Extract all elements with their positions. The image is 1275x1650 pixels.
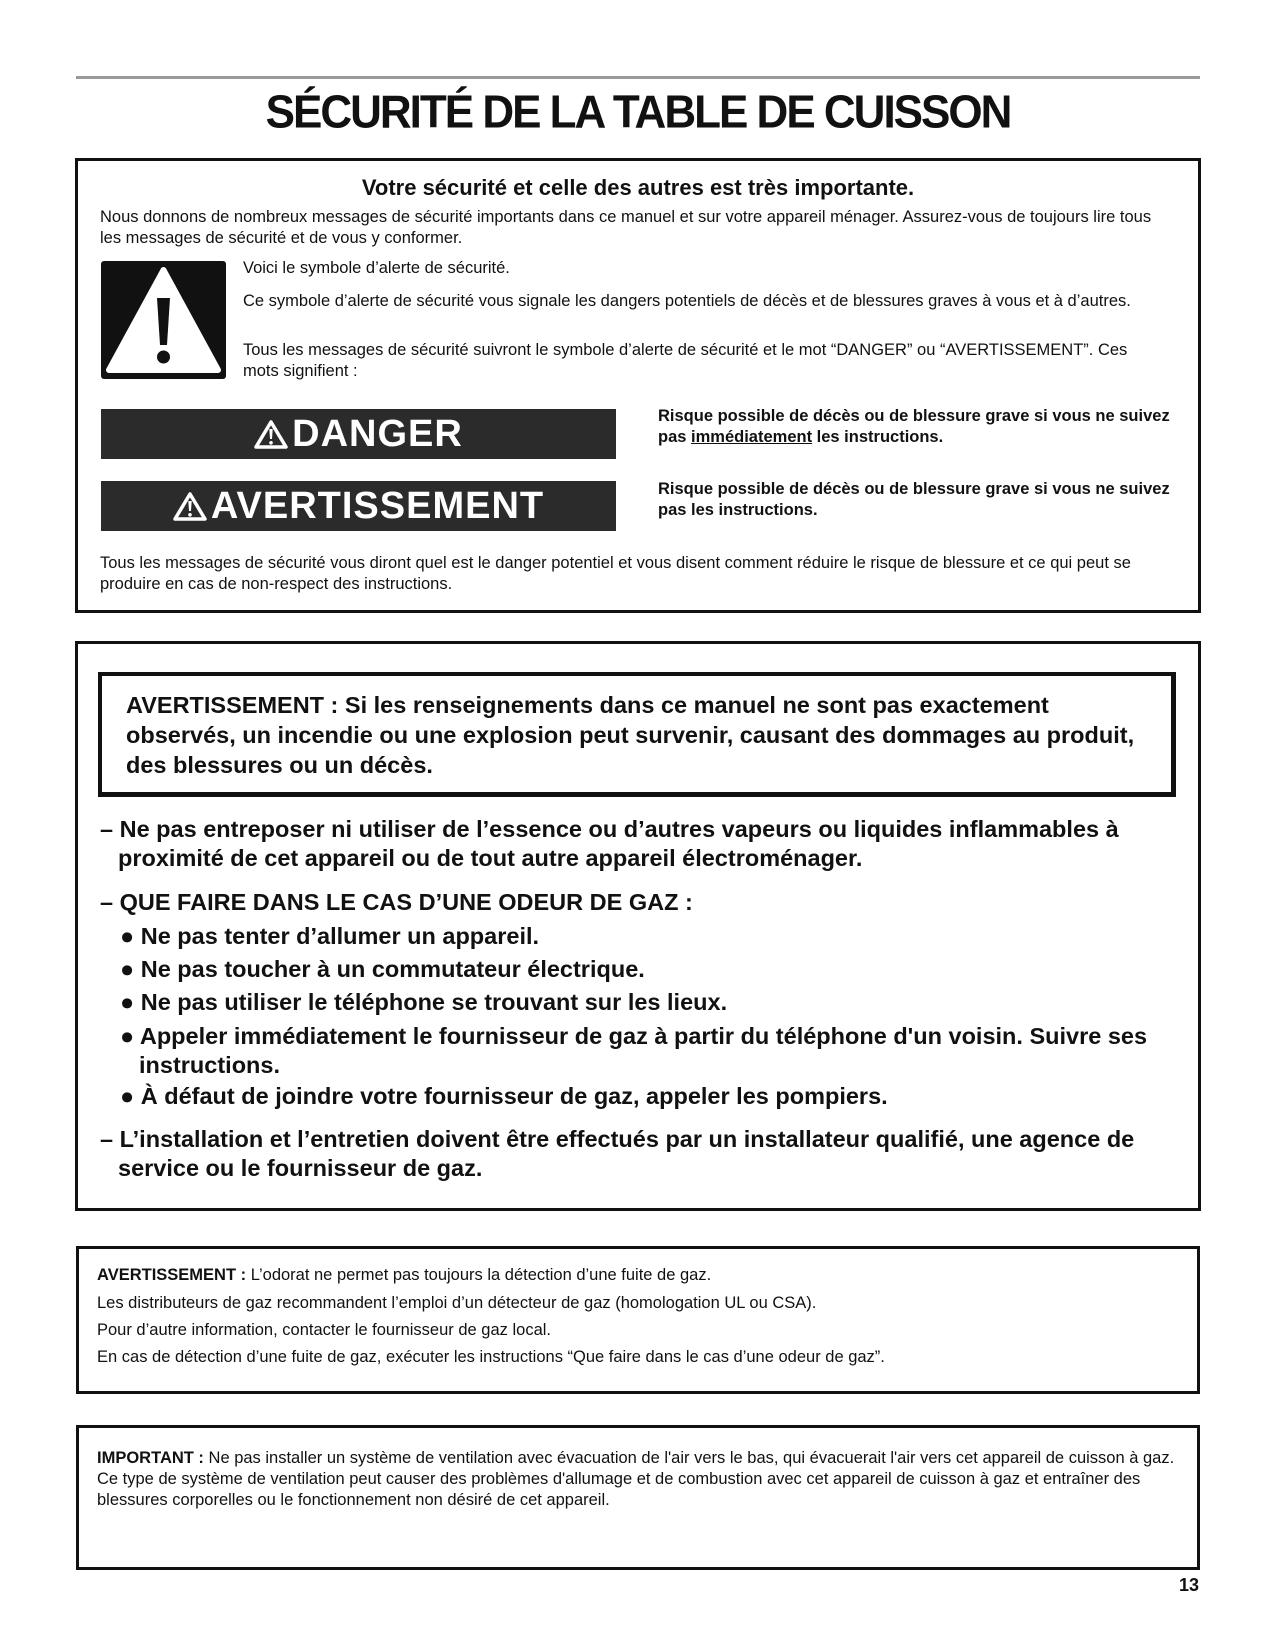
safety-alert-symbol-icon: [101, 261, 226, 379]
top-rule: [76, 76, 1200, 79]
warning-label: AVERTISSEMENT: [210, 484, 545, 527]
intro-heading: Votre sécurité et celle des autres est très importante.: [361, 175, 915, 200]
fire-explosion-warning: AVERTISSEMENT : Si les renseignements dans ce manuel ne sont pas exactement observés, un incendie ou une explosion peut survenir, causant des dommages au produit, des blessures ou un décès.: [98, 672, 1176, 797]
warning-signal-bar: [101, 481, 616, 531]
warning-description: Risque possible de décès ou de blessure grave si vous ne suivez pas les instructions.: [658, 480, 1170, 519]
gas-warning-box: [75, 641, 1201, 1211]
important-text: IMPORTANT : Ne pas installer un système de ventilation avec évacuation de l'air vers le bas, qui évacuerait l'air vers cet appareil de cuisson à gaz. Ce type de système de ventilation peut causer des problèmes d'allumage et de combustion avec cet appareil de cuisson à gaz et entraîner des blessures corporelles ou le fonctionnement non désiré de cet appareil.: [97, 1449, 1175, 1509]
safety-intro-box: [75, 158, 1201, 613]
smell-line: Pour d’autre information, contacter le fournisseur de gaz local.: [97, 1321, 551, 1339]
bullet-item: ● Appeler immédiatement le fournisseur de gaz à partir du téléphone d'un voisin. Suivre ses instructions.: [120, 1023, 1148, 1078]
page-number: 13: [1178, 1575, 1199, 1595]
bullet-item: ● Ne pas utiliser le téléphone se trouvant sur les lieux.: [120, 989, 728, 1015]
intro-footer: Tous les messages de sécurité vous diront quel est le danger potentiel et vous disent comment réduire le risque de blessure et ce qui peut se produire en cas de non-respect des instructions.: [100, 554, 1131, 593]
smell-line: En cas de détection d’une fuite de gaz, exécuter les instructions “Que faire dans le cas d’une odeur de gaz”.: [97, 1348, 885, 1366]
intro-paragraph: Nous donnons de nombreux messages de sécurité importants dans ce manuel et sur votre appareil ménager. Assurez-vous de toujours lire tous les messages de sécurité et de vous y conformer.: [100, 208, 1152, 247]
smell-warning-box: [76, 1246, 1200, 1394]
list-item: – QUE FAIRE DANS LE CAS D’UNE ODEUR DE GAZ :: [100, 889, 693, 915]
bullet-item: ● Ne pas toucher à un commutateur électrique.: [120, 956, 645, 982]
important-box: [76, 1425, 1200, 1570]
symbol-line: Voici le symbole d’alerte de sécurité.: [243, 259, 510, 277]
smell-line: AVERTISSEMENT : L’odorat ne permet pas toujours la détection d’une fuite de gaz.: [97, 1266, 712, 1284]
important-label: IMPORTANT :: [97, 1449, 204, 1467]
danger-label: DANGER: [292, 412, 463, 455]
symbol-line: Ce symbole d’alerte de sécurité vous signale les dangers potentiels de décès et de blessures graves à vous et à d’autres.: [243, 292, 1131, 310]
bullet-item: ● À défaut de joindre votre fournisseur de gaz, appeler les pompiers.: [120, 1083, 888, 1109]
smell-line: Les distributeurs de gaz recommandent l’emploi d’un détecteur de gaz (homologation UL ou CSA).: [97, 1294, 817, 1312]
alert-triangle-icon: [254, 419, 288, 449]
bullet-item: ● Ne pas tenter d’allumer un appareil.: [120, 923, 540, 949]
list-item: – Ne pas entreposer ni utiliser de l’essence ou d’autres vapeurs ou liquides inflammables à proximité de cet appareil ou de tout autre appareil électroménager.: [100, 816, 1119, 871]
alert-triangle-icon: [173, 491, 207, 521]
symbol-line: Tous les messages de sécurité suivront le symbole d’alerte de sécurité et le mot “DANGER” ou “AVERTISSEMENT”. Ces mots signifient :: [243, 341, 1128, 380]
danger-description: Risque possible de décès ou de blessure grave si vous ne suivez pas immédiatement les instructions.: [658, 407, 1170, 446]
danger-signal-bar: [101, 409, 616, 459]
list-item: – L’installation et l’entretien doivent être effectués par un installateur qualifié, une agence de service ou le fournisseur de gaz.: [100, 1126, 1135, 1181]
smell-label: AVERTISSEMENT :: [97, 1266, 247, 1284]
page-title: SÉCURITÉ DE LA TABLE DE CUISSON: [265, 86, 1011, 139]
